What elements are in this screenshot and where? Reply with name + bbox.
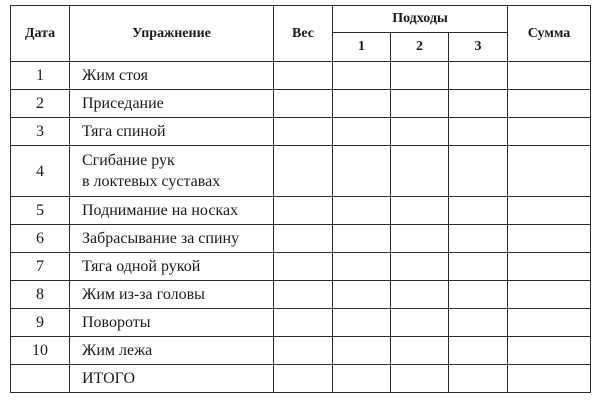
set-1-cell [333, 90, 391, 118]
table-row [11, 337, 591, 365]
exercise-line: в локтевых суставах [82, 173, 221, 190]
total-label: ИТОГО [82, 370, 136, 387]
weight-cell [274, 281, 333, 309]
table-row [11, 118, 591, 146]
header-sum: Сумма [508, 6, 591, 62]
exercise-name [70, 118, 274, 146]
set-3-cell [449, 337, 508, 365]
set-2-cell [391, 62, 449, 90]
table-row [11, 90, 591, 118]
row-number: 10 [11, 337, 70, 365]
header-sets: Подходы [333, 6, 508, 33]
weight-cell [274, 118, 333, 146]
set-3-cell [449, 146, 508, 197]
exercise-name [70, 146, 274, 197]
exercise-name [70, 197, 274, 225]
sum-cell [508, 118, 591, 146]
row-number [11, 365, 70, 393]
set-1-cell [333, 281, 391, 309]
set-2-cell [391, 90, 449, 118]
set-3-cell [449, 309, 508, 337]
exercise-line: Сгибание рук [82, 152, 175, 169]
set-2-cell [391, 253, 449, 281]
set-1-cell [333, 197, 391, 225]
header-exercise: Упражнение [70, 6, 274, 62]
exercise-line: Жим лежа [82, 342, 153, 359]
exercise-name [70, 225, 274, 253]
sum-cell [508, 197, 591, 225]
sum-cell [508, 62, 591, 90]
weight-cell [274, 146, 333, 197]
set-1-cell [333, 309, 391, 337]
exercise-line: Поднимание на носках [82, 202, 239, 219]
set-1-cell [333, 118, 391, 146]
sum-cell [508, 253, 591, 281]
set-2-cell [391, 197, 449, 225]
set-1-cell [333, 253, 391, 281]
set-2-cell [391, 337, 449, 365]
sum-cell [508, 309, 591, 337]
sum-cell [508, 225, 591, 253]
sum-cell [508, 281, 591, 309]
row-number: 5 [11, 197, 70, 225]
exercise-name [70, 281, 274, 309]
set-3-cell [449, 90, 508, 118]
set-3-cell [449, 365, 508, 393]
row-number: 9 [11, 309, 70, 337]
table-row [11, 197, 591, 225]
weight-cell [274, 337, 333, 365]
weight-cell [274, 365, 333, 393]
sum-cell [508, 337, 591, 365]
exercise-line: Приседание [82, 95, 164, 112]
set-3-cell [449, 253, 508, 281]
header-set-1: 1 [333, 33, 391, 62]
exercise-name [70, 337, 274, 365]
table-row [11, 225, 591, 253]
header-set-3: 3 [449, 33, 508, 62]
row-number: 2 [11, 90, 70, 118]
exercise-name [70, 62, 274, 90]
table-row [11, 146, 591, 197]
header-row [11, 6, 591, 33]
set-3-cell [449, 197, 508, 225]
set-1-cell [333, 62, 391, 90]
set-3-cell [449, 118, 508, 146]
row-number: 6 [11, 225, 70, 253]
exercise-name [70, 309, 274, 337]
row-number: 3 [11, 118, 70, 146]
exercise-line: Тяга одной рукой [82, 258, 201, 275]
set-2-cell [391, 225, 449, 253]
weight-cell [274, 197, 333, 225]
weight-cell [274, 90, 333, 118]
row-number: 7 [11, 253, 70, 281]
set-2-cell [391, 146, 449, 197]
exercise-line: Повороты [82, 314, 151, 331]
header-weight: Вес [274, 6, 333, 62]
weight-cell [274, 62, 333, 90]
exercise-line: Тяга спиной [82, 123, 166, 140]
set-3-cell [449, 225, 508, 253]
set-3-cell [449, 62, 508, 90]
exercise-line: Жим стоя [82, 67, 148, 84]
table-row [11, 281, 591, 309]
table-body [11, 62, 591, 393]
sum-cell [508, 90, 591, 118]
set-3-cell [449, 281, 508, 309]
sum-cell [508, 146, 591, 197]
set-2-cell [391, 118, 449, 146]
weight-cell [274, 253, 333, 281]
exercise-line: Забрасывание за спину [82, 230, 240, 247]
header-set-2: 2 [391, 33, 449, 62]
set-2-cell [391, 281, 449, 309]
weight-cell [274, 225, 333, 253]
set-1-cell [333, 365, 391, 393]
set-1-cell [333, 337, 391, 365]
exercise-name [70, 365, 274, 393]
set-1-cell [333, 146, 391, 197]
row-number: 4 [11, 146, 70, 197]
weight-cell [274, 309, 333, 337]
row-number: 8 [11, 281, 70, 309]
set-2-cell [391, 309, 449, 337]
exercise-line: Жим из-за головы [82, 286, 205, 303]
exercise-name [70, 253, 274, 281]
header-date: Дата [11, 6, 70, 62]
table-row [11, 253, 591, 281]
row-number: 1 [11, 62, 70, 90]
table-row [11, 309, 591, 337]
exercise-name [70, 90, 274, 118]
workout-log-table [10, 5, 591, 393]
set-2-cell [391, 365, 449, 393]
sum-cell [508, 365, 591, 393]
total-row [11, 365, 591, 393]
set-1-cell [333, 225, 391, 253]
table-row [11, 62, 591, 90]
